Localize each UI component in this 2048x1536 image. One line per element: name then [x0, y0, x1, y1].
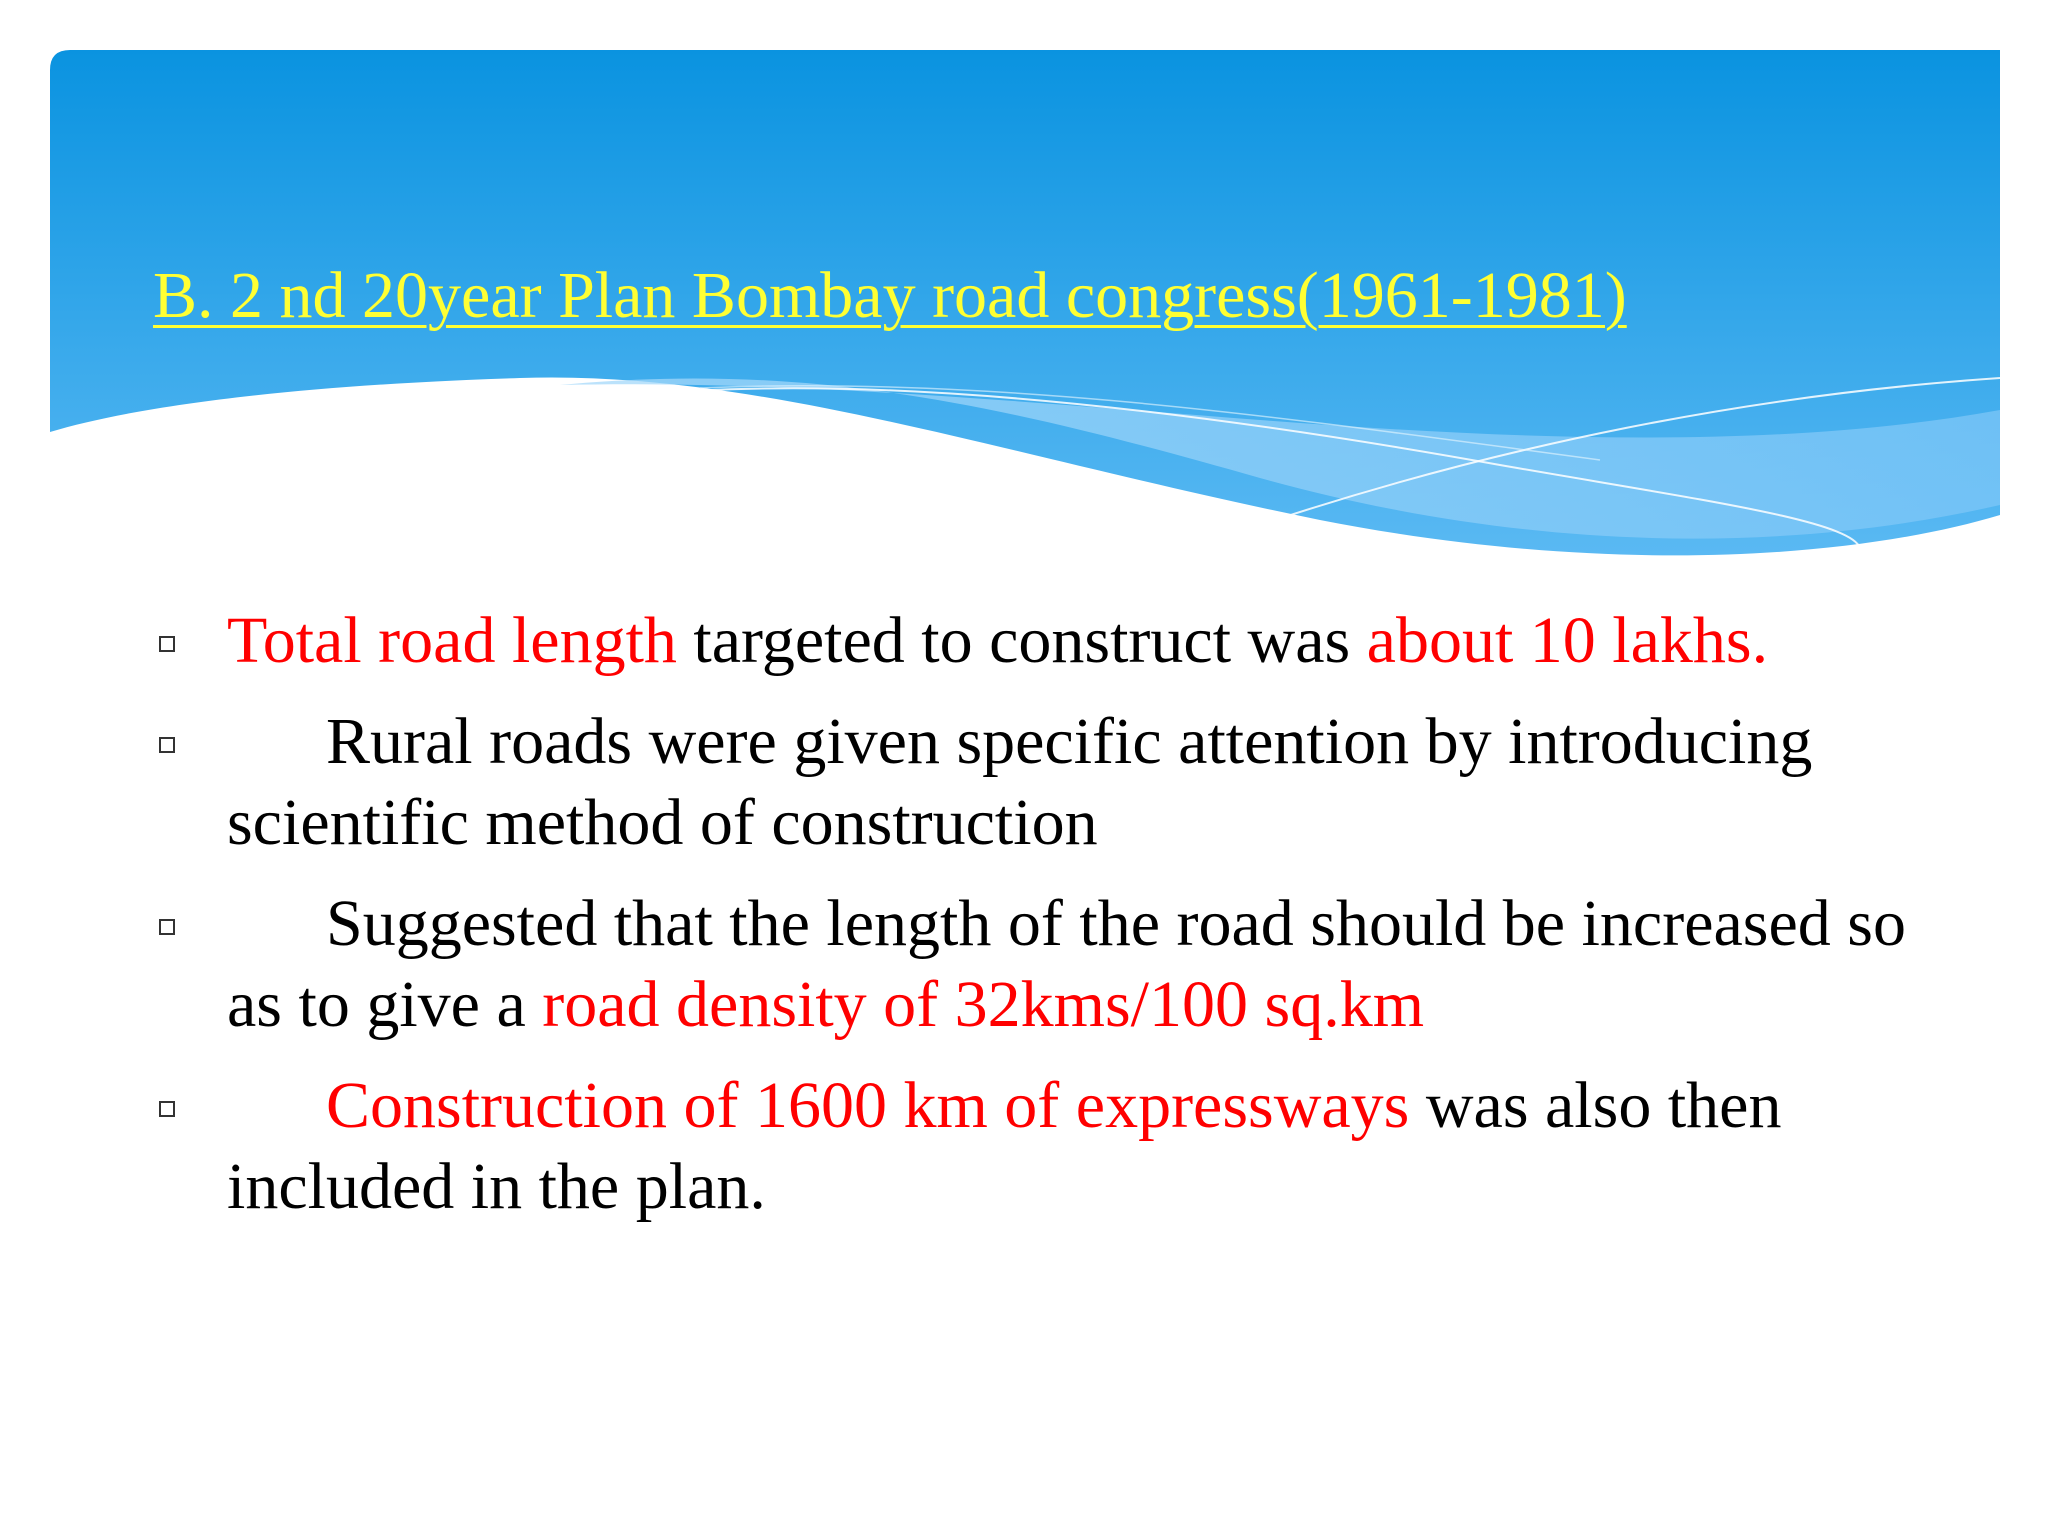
bullet-text-highlight: road density of 32kms/100 sq.km: [542, 968, 1425, 1041]
bullet-text: targeted to construct was: [676, 604, 1367, 677]
bullet-text: was also then included in the plan.: [227, 1069, 1782, 1223]
bullet-text-highlight: Construction of 1600 km of expressways: [326, 1069, 1410, 1142]
square-bullet-icon: [159, 636, 175, 652]
bullet-text-highlight: Total road length: [227, 604, 677, 677]
square-bullet-icon: [159, 1101, 175, 1117]
bullet-item: [153, 600, 1913, 681]
bullet-list: [153, 600, 1913, 1247]
bullet-item: [153, 883, 1913, 1045]
square-bullet-icon: [159, 737, 175, 753]
bullet-text: Suggested that the length of the road should be increased so as to give a: [227, 887, 1906, 1041]
bullet-item: [153, 1065, 1913, 1227]
bullet-item: [153, 701, 1913, 863]
square-bullet-icon: [159, 919, 175, 935]
bullet-text: Rural roads were given specific attention by introducing scientific method of construction: [227, 705, 1813, 859]
slide-title: B. 2 nd 20year Plan Bombay road congress(1961-1981): [153, 259, 1627, 332]
bullet-text-highlight: about 10 lakhs.: [1366, 604, 1769, 677]
